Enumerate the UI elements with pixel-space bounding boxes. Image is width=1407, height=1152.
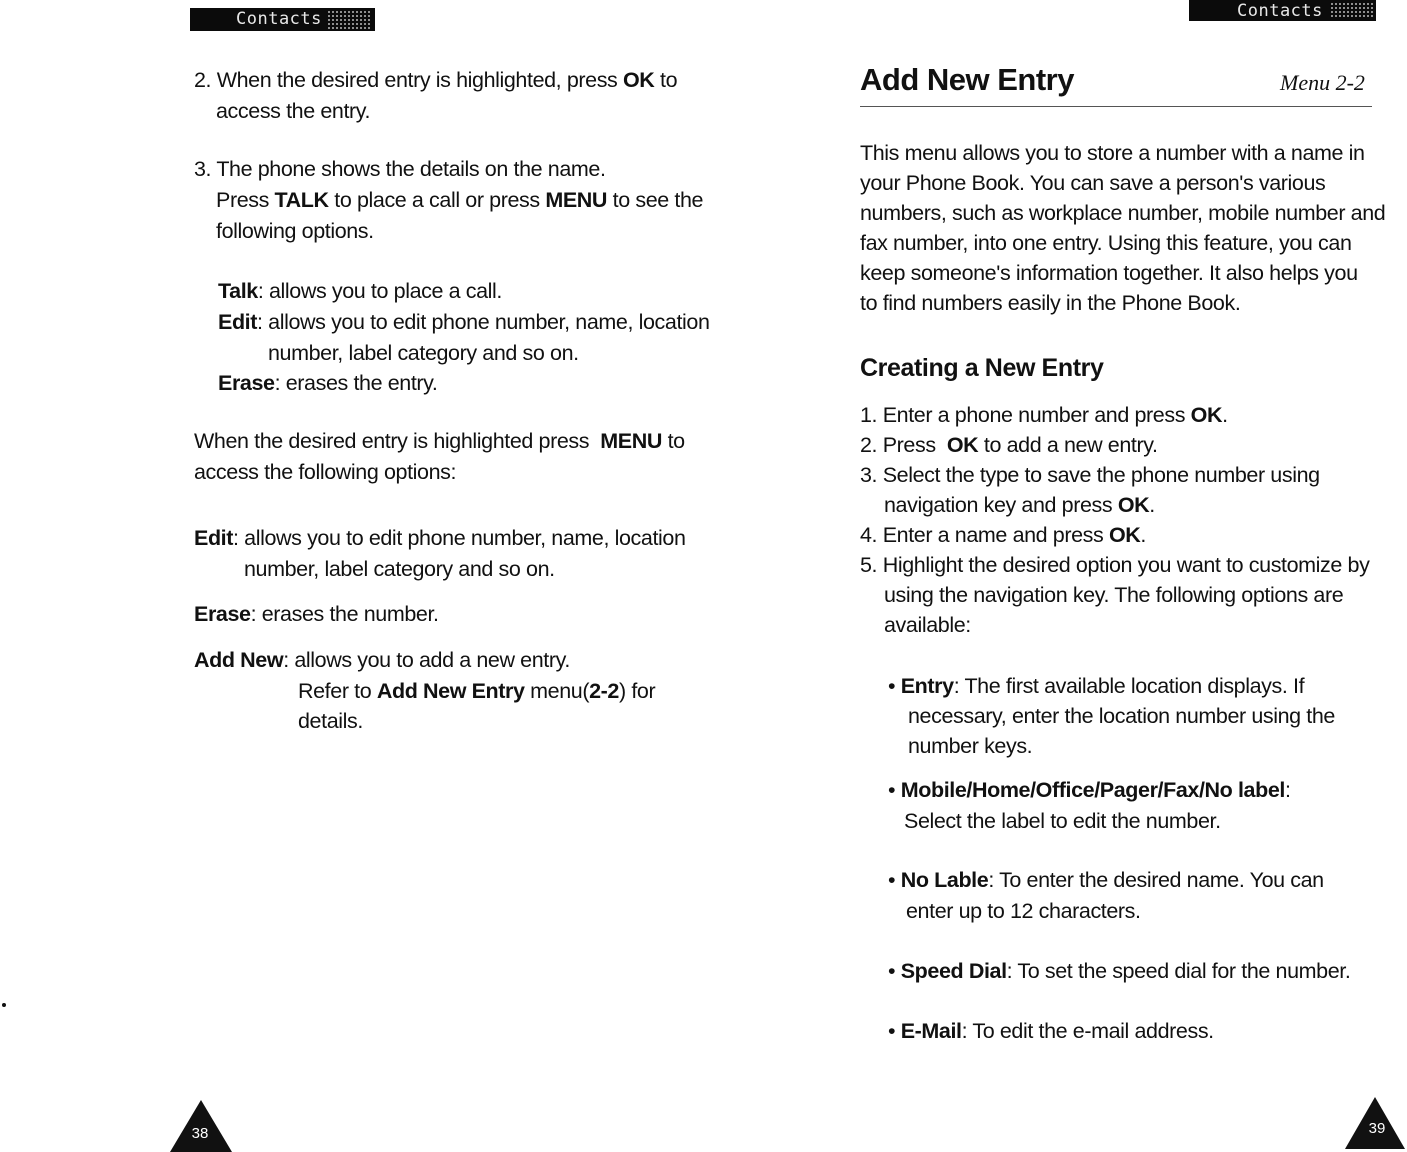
sub-option-edit: Edit: allows you to edit phone number, name, location <box>218 310 710 334</box>
option-edit: Edit: allows you to edit phone number, name, location <box>194 526 686 550</box>
option-edit-cont: number, label category and so on. <box>244 557 555 581</box>
step-3-line2: Press TALK to place a call or press MENU to see the <box>216 188 704 212</box>
bullet-icon: • <box>888 1019 896 1043</box>
intro-line-5: keep someone's information together. It also helps you <box>860 261 1358 285</box>
intro-line-3: numbers, such as workplace number, mobile number and <box>860 201 1386 225</box>
page-triangle-icon <box>170 1100 232 1152</box>
bullet-no-lable-line-1: enter up to 12 characters. <box>906 899 1141 923</box>
step-3-right: 3. Select the type to save the phone number using <box>860 463 1320 487</box>
bullet-icon: • <box>888 959 896 983</box>
bullet-icon: • <box>888 868 896 892</box>
bullet-labels: • Mobile/Home/Office/Pager/Fax/No label: <box>888 778 1291 802</box>
intro-line-2: your Phone Book. You can save a person's various <box>860 171 1326 195</box>
bullet-labels-line-1: Select the label to edit the number. <box>904 809 1221 833</box>
menu-reference: Menu 2-2 <box>1280 70 1365 95</box>
page-number-right <box>1345 1097 1405 1149</box>
bullet-entry: • Entry: The first available location displays. If <box>888 674 1305 698</box>
bullet-icon: • <box>888 674 896 698</box>
sub-option-edit-cont: number, label category and so on. <box>268 341 579 365</box>
step-2: 2. When the desired entry is highlighted, press OK to <box>194 68 678 92</box>
bullet-entry-line-2: number keys. <box>908 734 1033 758</box>
step-3: 3. The phone shows the details on the name. <box>194 157 606 181</box>
page-number-text: 39 <box>1368 1120 1386 1137</box>
bullet-speed-dial: • Speed Dial: To set the speed dial for the number. <box>888 959 1351 983</box>
intro-line-4: fax number, into one entry. Using this feature, you can <box>860 231 1352 255</box>
header-tab-contacts-right <box>1189 0 1376 21</box>
intro-line-6: to find numbers easily in the Phone Book. <box>860 291 1241 315</box>
scan-dot <box>2 1003 6 1007</box>
step-3-line3: following options. <box>216 219 374 243</box>
step-4-right: 4. Enter a name and press OK. <box>860 523 1146 547</box>
intro-line-1: This menu allows you to store a number with a name in <box>860 141 1365 165</box>
option-erase: Erase: erases the number. <box>194 602 439 626</box>
menu-paragraph-cont: access the following options: <box>194 460 457 484</box>
add-new-entry-reference: Add New Entry <box>376 679 525 703</box>
page-triangle-icon <box>1345 1097 1405 1149</box>
page-number-left <box>170 1100 232 1152</box>
bullet-no-lable: • No Lable: To enter the desired name. You can <box>888 868 1324 892</box>
bullet-email: • E-Mail: To edit the e-mail address. <box>888 1019 1214 1043</box>
page-number-text: 38 <box>191 1125 209 1142</box>
header-tab-label: Contacts <box>236 9 322 29</box>
page-title: Add New Entry <box>860 62 1074 97</box>
step-5-right: 5. Highlight the desired option you want to customize by <box>860 553 1370 577</box>
refer-line-cont: details. <box>298 709 363 733</box>
title-divider <box>860 106 1372 107</box>
sub-option-erase: Erase: erases the entry. <box>218 371 438 395</box>
menu-paragraph: When the desired entry is highlighted press MENU to <box>194 429 685 453</box>
header-tab-contacts <box>190 8 375 31</box>
sub-option-talk: Talk: allows you to place a call. <box>218 279 502 303</box>
step-1: 1. Enter a phone number and press OK. <box>860 403 1228 427</box>
header-tab-label-right: Contacts <box>1237 1 1323 21</box>
section-subtitle: Creating a New Entry <box>860 354 1104 382</box>
bullet-icon: • <box>888 778 896 802</box>
step-2-cont: access the entry. <box>216 99 371 123</box>
step-3-right-cont: navigation key and press OK. <box>884 493 1155 517</box>
step-5-right-cont2: available: <box>884 613 971 637</box>
refer-line: Refer to Add New Entry menu(2-2) for <box>298 679 656 703</box>
step-5-right-cont: using the navigation key. The following options are <box>884 583 1344 607</box>
bullet-entry-line-1: necessary, enter the location number using the <box>908 704 1335 728</box>
step-2-right: 2. Press OK to add a new entry. <box>860 433 1158 457</box>
option-add-new: Add New: allows you to add a new entry. <box>194 648 570 672</box>
